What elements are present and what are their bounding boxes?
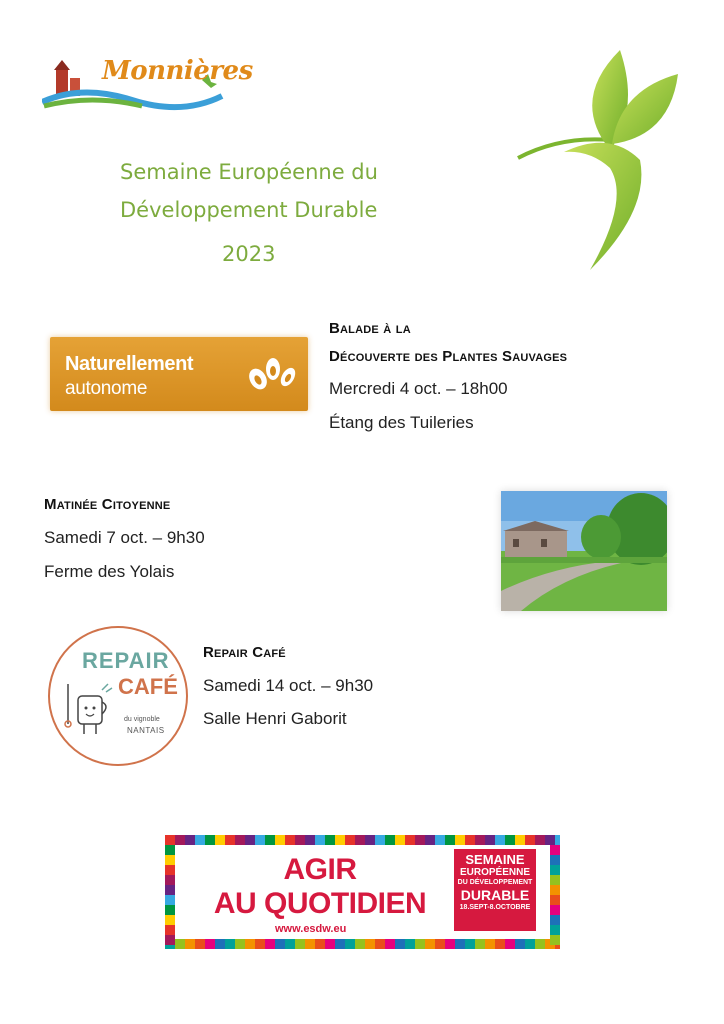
border-square: [505, 939, 515, 949]
border-square: [550, 905, 560, 915]
border-square: [435, 835, 445, 845]
border-square: [275, 939, 285, 949]
border-square: [265, 835, 275, 845]
border-square: [285, 835, 295, 845]
border-square: [495, 939, 505, 949]
box-line5: 18.SEPT-8.OCTOBRE: [459, 904, 531, 911]
banner-inner: [175, 845, 550, 939]
border-square: [465, 939, 475, 949]
border-square: [550, 875, 560, 885]
border-square: [385, 835, 395, 845]
border-square: [555, 835, 560, 845]
naturellement-autonome-logo: [50, 337, 308, 411]
border-square: [165, 865, 175, 875]
repair-sub2: NANTAIS: [127, 726, 165, 735]
event1-date: Mercredi 4 oct. – 18h00: [329, 379, 508, 398]
border-square: [550, 915, 560, 925]
border-square: [325, 939, 335, 949]
title-line-2: Développement Durable: [120, 198, 378, 222]
border-square: [455, 939, 465, 949]
border-square: [485, 939, 495, 949]
border-square: [165, 885, 175, 895]
border-square: [455, 835, 465, 845]
border-square: [435, 939, 445, 949]
event1-title-line1: Balade à la: [329, 320, 411, 337]
border-square: [365, 835, 375, 845]
border-square: [165, 935, 175, 945]
border-square: [375, 835, 385, 845]
border-square: [550, 845, 560, 855]
border-square: [415, 939, 425, 949]
farm-photo: [501, 491, 667, 611]
banner-line2: AU QUOTIDIEN: [213, 887, 427, 920]
event1-place: Étang des Tuileries: [329, 413, 474, 432]
border-square: [175, 939, 185, 949]
border-square: [535, 835, 545, 845]
event3-place: Salle Henri Gaborit: [203, 709, 347, 728]
box-line4: DURABLE: [460, 887, 530, 903]
border-square: [375, 939, 385, 949]
farm-landscape-image: [501, 491, 667, 611]
repair-sub1: du vignoble: [124, 716, 160, 723]
cafe-word: CAFÉ: [118, 674, 178, 699]
banner-headline: [195, 853, 445, 921]
border-square: [255, 835, 265, 845]
border-square: [195, 939, 205, 949]
border-square: [165, 905, 175, 915]
title-year: 2023: [222, 242, 276, 266]
border-square: [405, 939, 415, 949]
border-square: [365, 939, 375, 949]
banner-url: www.esdw.eu: [275, 923, 347, 935]
border-square: [165, 835, 175, 845]
border-square: [335, 835, 345, 845]
border-square: [235, 835, 245, 845]
border-square: [495, 835, 505, 845]
event2-place: Ferme des Yolais: [44, 562, 175, 581]
border-square: [315, 835, 325, 845]
border-square: [535, 939, 545, 949]
border-square: [255, 939, 265, 949]
border-square: [235, 939, 245, 949]
border-square: [405, 835, 415, 845]
border-square: [185, 835, 195, 845]
border-square: [295, 835, 305, 845]
border-square: [165, 845, 175, 855]
monnieres-logo: [42, 44, 253, 114]
box-line1: SEMAINE: [465, 852, 525, 867]
border-square: [245, 939, 255, 949]
border-square: [395, 835, 405, 845]
border-square: [485, 835, 495, 845]
seed-drops-icon: [246, 351, 298, 395]
banner-line1: AGIR: [283, 853, 357, 886]
border-square: [165, 915, 175, 925]
border-square: [215, 939, 225, 949]
event2-date: Samedi 7 oct. – 9h30: [44, 528, 205, 547]
border-square: [515, 835, 525, 845]
border-square: [165, 895, 175, 905]
border-square: [395, 939, 405, 949]
event1-title-line2: Découverte des Plantes Sauvages: [329, 348, 568, 365]
border-square: [385, 939, 395, 949]
border-square: [515, 939, 525, 949]
event2-title: Matinée Citoyenne: [44, 496, 171, 513]
border-square: [355, 835, 365, 845]
border-square: [525, 835, 535, 845]
border-square: [335, 939, 345, 949]
border-square: [165, 925, 175, 935]
border-square: [345, 939, 355, 949]
border-square: [425, 835, 435, 845]
border-square: [550, 935, 560, 945]
border-square: [205, 939, 215, 949]
border-square: [305, 835, 315, 845]
esdw-box: [454, 849, 536, 931]
event3-date: Samedi 14 oct. – 9h30: [203, 676, 374, 695]
border-square: [345, 835, 355, 845]
border-square: [215, 835, 225, 845]
border-square: [175, 835, 185, 845]
border-square: [525, 939, 535, 949]
border-square: [285, 939, 295, 949]
border-square: [315, 939, 325, 949]
border-square: [550, 865, 560, 875]
border-square: [465, 835, 475, 845]
box-line2: EUROPÉENNE: [459, 867, 530, 878]
border-square: [545, 835, 555, 845]
esdw-banner: [165, 835, 560, 949]
border-square: [185, 939, 195, 949]
border-square: [550, 885, 560, 895]
border-square: [550, 855, 560, 865]
leaf-sprout-icon: [500, 40, 700, 280]
border-square: [445, 939, 455, 949]
border-square: [415, 835, 425, 845]
border-square: [550, 925, 560, 935]
border-square: [550, 895, 560, 905]
border-square: [245, 835, 255, 845]
border-square: [225, 939, 235, 949]
naturellement-line2: autonome: [65, 378, 148, 399]
border-square: [325, 835, 335, 845]
border-square: [475, 835, 485, 845]
border-square: [355, 939, 365, 949]
event3-title: Repair Café: [203, 644, 286, 661]
border-square: [165, 855, 175, 865]
border-square: [265, 939, 275, 949]
naturellement-line1: Naturellement: [65, 353, 194, 375]
repair-cafe-logo: [48, 626, 188, 766]
border-square: [475, 939, 485, 949]
border-square: [195, 835, 205, 845]
repair-word: REPAIR: [82, 648, 170, 673]
border-square: [305, 939, 315, 949]
mug-mascot-icon: [62, 680, 118, 740]
border-square: [275, 835, 285, 845]
box-line3: DU DÉVELOPPEMENT: [457, 879, 533, 886]
border-square: [225, 835, 235, 845]
logo-text: Monnières: [102, 56, 253, 86]
border-square: [165, 875, 175, 885]
border-square: [205, 835, 215, 845]
border-square: [295, 939, 305, 949]
title-line-1: Semaine Européenne du: [120, 160, 378, 184]
border-square: [505, 835, 515, 845]
border-square: [425, 939, 435, 949]
border-square: [445, 835, 455, 845]
